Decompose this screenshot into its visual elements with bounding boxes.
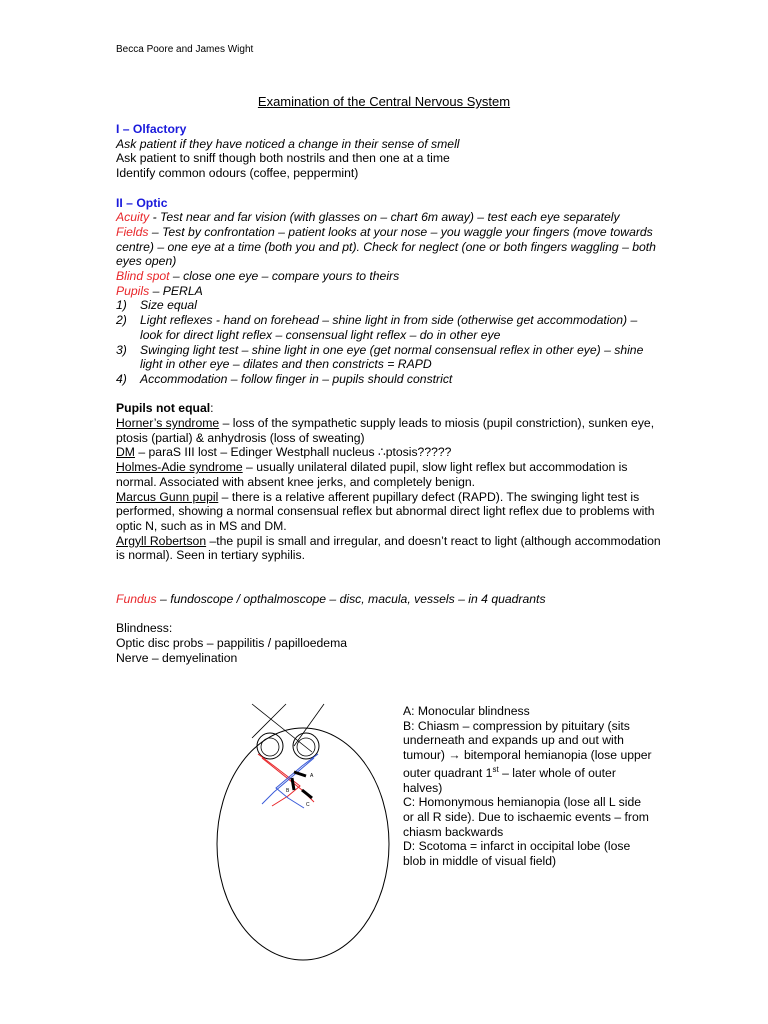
step-text: Swinging light test – shine light in one eye (get normal consensual reflex in other eye) – shine light in other eye – dilates and then constricts = RAPD <box>140 342 644 372</box>
optic-heading: II – Optic <box>116 195 168 210</box>
fields-label: Fields <box>116 224 149 239</box>
diagram-notes <box>403 704 653 869</box>
olfactory-heading: I – Olfactory <box>116 122 187 136</box>
list-item <box>116 343 661 372</box>
page-title: Examination of the Central Nervous System <box>257 94 511 109</box>
list-item <box>116 313 661 342</box>
crossing-blue-pathway <box>262 758 314 804</box>
pupils-paragraph <box>116 284 661 299</box>
fields-paragraph <box>116 225 661 269</box>
heading-colon: : <box>210 401 214 416</box>
lesion-marker-c <box>302 790 312 798</box>
note-d: D: Scotoma = infarct in occipital lobe (lose blob in middle of visual field) <box>403 839 631 869</box>
author-line: Becca Poore and James Wight <box>116 44 254 55</box>
left-lens <box>261 738 279 756</box>
step-text: Accommodation – follow finger in – pupils should constrict <box>140 371 453 386</box>
holmes-adie-text: – usually unilateral dilated pupil, slow light reflex but accommodation is normal. Associated with absent knee jerks, and completely benign. <box>116 460 628 489</box>
head-outline <box>217 728 389 960</box>
pupils-not-equal-heading-line <box>116 401 661 416</box>
step-text: Light reflexes - hand on forehead – shine light in from side (otherwise get accommodation) – look for direct light reflex – consensual light reflex – do in other eye <box>140 313 638 342</box>
note-b-main: B: Chiasm – compression by pituitary (sits underneath and expands up and out with tumour) → bitemporal hemianopia (lose upper outer quadrant 1 <box>403 718 652 780</box>
note-c: C: Homonymous hemianopia (lose all L side or all R side). Due to ischaemic events – from chiasm backwards <box>403 795 649 839</box>
lesion-marker-b <box>292 778 294 790</box>
marcus-gunn-text: – there is a relative afferent pupillary defect (RAPD). The swinging light test is performed, showing a normal consensual reflex but abnormal direct light reflex due to problems with optic N, such as in MS and DM. <box>116 489 655 533</box>
marcus-gunn-paragraph <box>116 490 661 534</box>
pupils-label: Pupils <box>116 283 150 298</box>
step-number: 1) <box>116 298 127 313</box>
argyll-robertson-term: Argyll Robertson <box>116 533 207 548</box>
label-b: B <box>286 788 290 794</box>
pupil-exam-steps <box>116 298 661 386</box>
label-c: C <box>306 802 310 808</box>
note-b-end: – later whole of outer halves) <box>403 765 616 795</box>
fundus-label: Fundus <box>116 592 157 607</box>
step-number: 3) <box>116 342 127 357</box>
argyll-robertson-text: –the pupil is small and irregular, and doesn’t react to light (although accommodation is normal). Seen in tertiary syphilis. <box>116 533 661 563</box>
step-number: 2) <box>116 313 127 328</box>
blind-spot-text: – close one eye – compare yours to theirs <box>169 269 400 284</box>
holmes-adie-term: Holmes-Adie syndrome <box>116 460 243 475</box>
dm-text: – paraS III lost – Edinger Westphall nucleus ∴ptosis????? <box>134 445 452 460</box>
dm-paragraph <box>116 445 661 460</box>
horners-paragraph <box>116 416 661 445</box>
document-body <box>116 122 661 666</box>
blindness-line-2: Nerve – demyelination <box>116 650 238 665</box>
note-b-superscript: st <box>492 764 499 774</box>
step-number: 4) <box>116 371 127 386</box>
blindness-heading: Blindness: <box>116 621 173 636</box>
holmes-adie-paragraph <box>116 460 661 489</box>
argyll-robertson-paragraph <box>116 534 661 563</box>
fields-text: – Test by confrontation – patient looks at your nose – you waggle your fingers (move towards centre) – one eye at a time (both you and pt). Check for neglect (one or both fingers waggling – both eyes open) <box>116 224 656 269</box>
list-item <box>116 298 661 313</box>
acuity-label: Acuity <box>116 210 150 225</box>
note-a: A: Monocular blindness <box>403 704 530 718</box>
blind-spot-label: Blind spot <box>116 269 170 284</box>
blind-spot-paragraph <box>116 269 661 284</box>
acuity-text: - Test near and far vision (with glasses on – chart 6m away) – test each eye separately <box>149 210 620 225</box>
marcus-gunn-term: Marcus Gunn pupil <box>116 489 219 504</box>
note-b <box>403 719 653 796</box>
pupils-not-equal-heading: Pupils not equal <box>116 401 211 416</box>
horners-term: Horner’s syndrome <box>116 416 220 431</box>
pupils-text: – PERLA <box>149 283 203 298</box>
fundus-paragraph <box>116 592 661 607</box>
olfactory-line-1: Ask patient if they have noticed a change in their sense of smell <box>116 136 460 151</box>
horners-text: – loss of the sympathetic supply leads to miosis (pupil constriction), sunken eye, ptosis (partial) & anhydrosis (loss of sweating) <box>116 416 655 445</box>
blindness-line-1: Optic disc probs – pappilitis / papilloedema <box>116 636 348 651</box>
olfactory-line-3: Identify common odours (coffee, peppermint) <box>116 166 359 181</box>
list-item <box>116 372 661 387</box>
olfactory-line-2: Ask patient to sniff though both nostrils and then one at a time <box>116 151 450 166</box>
field-line <box>294 704 324 746</box>
step-text: Size equal <box>140 298 197 313</box>
lesion-marker-a <box>294 772 306 776</box>
acuity-paragraph <box>116 210 661 225</box>
fundus-text: – fundoscope / opthalmoscope – disc, macula, vessels – in 4 quadrants <box>156 592 546 607</box>
label-a: A <box>310 773 314 779</box>
visual-pathway-diagram <box>214 694 394 964</box>
dm-term: DM <box>116 445 135 460</box>
